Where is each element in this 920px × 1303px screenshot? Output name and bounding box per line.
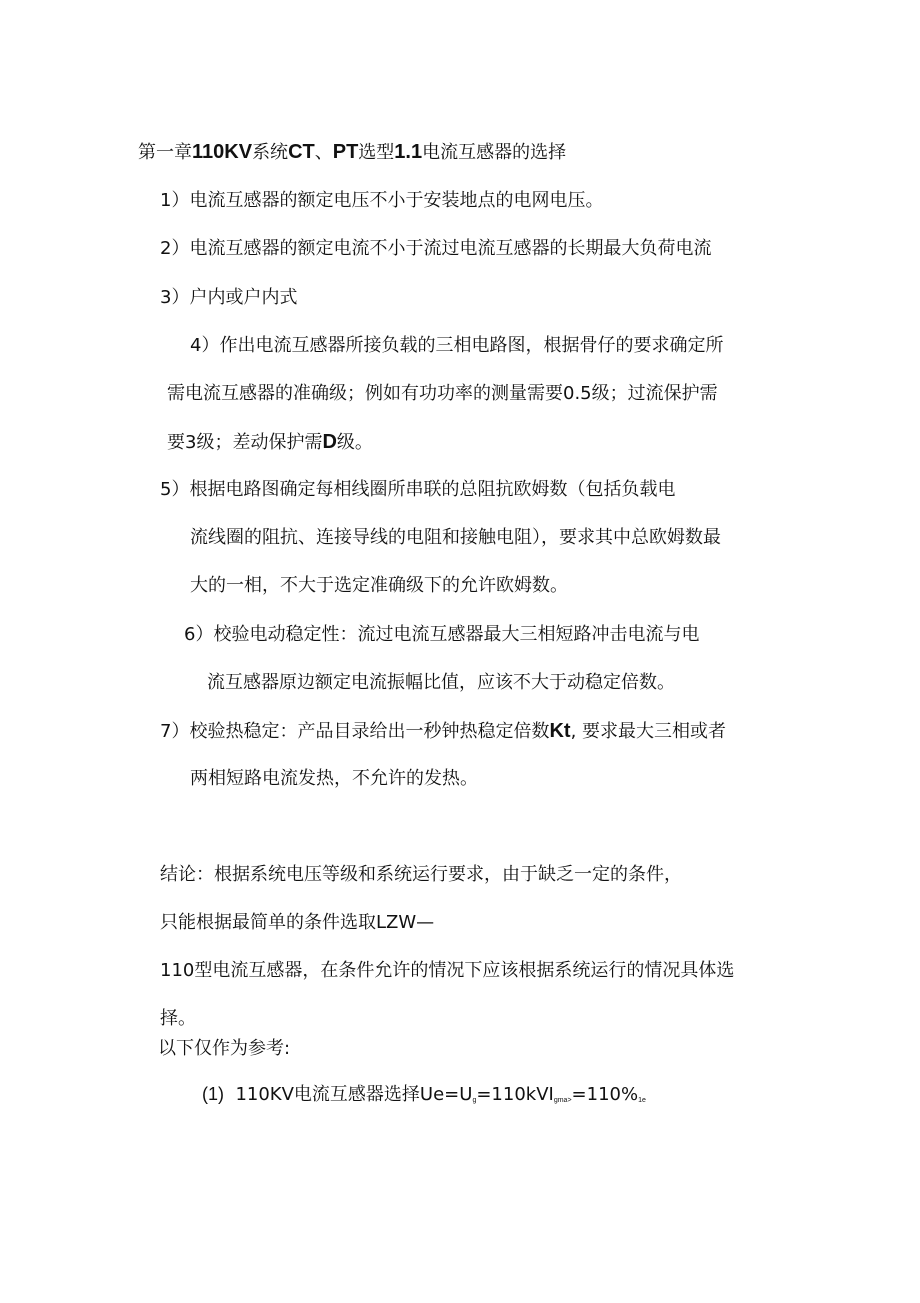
heading-part: 选型 <box>358 142 395 163</box>
formula-text: =110% <box>571 1084 639 1105</box>
conclusion-line-3: 110型电流互感器，在条件允许的情况下应该根据系统运行的情况具体选 <box>160 960 735 981</box>
heading-part: 第一章 <box>138 142 192 163</box>
heading <box>138 140 566 165</box>
item-7-line-1 <box>160 719 726 744</box>
item-6-line-2: 流互感器原边额定电流振幅比值，应该不大于动稳定倍数。 <box>207 672 675 693</box>
item-5-line-2: 流线圈的阻抗、连接导线的电阻和接触电阻），要求其中总欧姆数最 <box>190 527 721 548</box>
item-7-bold: Kt <box>549 720 571 742</box>
item-5-line-1: 5）根据电路图确定每相线圈所串联的总阻抗欧姆数（包括负载电 <box>160 479 676 500</box>
item-4-text: 要3级；差动保护需 <box>167 432 323 453</box>
item-2: 2）电流互感器的额定电流不小于流过电流互感器的长期最大负荷电流 <box>160 238 712 259</box>
item-1: 1）电流互感器的额定电压不小于安装地点的电网电压。 <box>160 190 604 211</box>
item-7-text: 7）校验热稳定：产品目录给出一秒钟热稳定倍数 <box>160 721 550 742</box>
formula-text: =110kVI <box>476 1084 554 1105</box>
heading-part: PT <box>332 141 359 163</box>
formula-subscript: gma> <box>553 1097 572 1104</box>
item-4-bold: D <box>322 431 337 453</box>
conclusion-line-4: 择。 <box>160 1008 196 1029</box>
item-3: 3）户内或户内式 <box>160 287 298 308</box>
heading-part: CT <box>288 141 315 163</box>
heading-part: 110KV <box>192 141 253 163</box>
formula-number: (1) <box>202 1084 224 1104</box>
formula-text: 110KV电流互感器选择Ue=U <box>235 1084 473 1105</box>
item-5-line-3: 大的一相，不大于选定准确级下的允许欧姆数。 <box>190 575 568 596</box>
conclusion-line-2: 只能根据最简单的条件选取LZW— <box>160 912 435 933</box>
item-4-text: 级。 <box>336 432 373 453</box>
formula <box>202 1082 646 1113</box>
formula-subscript: 1e <box>638 1097 646 1104</box>
heading-part: 、 <box>314 142 333 163</box>
item-6-line-1: 6）校验电动稳定性：流过电流互感器最大三相短路冲击电流与电 <box>184 624 700 645</box>
heading-part: 系统 <box>252 142 289 163</box>
item-7-line-2: 两相短路电流发热，不允许的发热。 <box>190 768 478 789</box>
item-7-text: , 要求最大三相或者 <box>570 721 727 742</box>
formula-subscript: g <box>472 1097 477 1104</box>
heading-part: 1.1 <box>394 141 423 163</box>
conclusion-line-1: 结论：根据系统电压等级和系统运行要求，由于缺乏一定的条件， <box>160 864 682 885</box>
item-4-line-3 <box>167 430 373 455</box>
heading-part: 电流互感器的选择 <box>422 142 567 163</box>
conclusion-line-5: 以下仅作为参考: <box>158 1038 291 1059</box>
item-4-line-2: 需电流互感器的准确级；例如有功功率的测量需要0.5级；过流保护需 <box>167 383 718 404</box>
item-4-line-1: 4）作出电流互感器所接负载的三相电路图，根据骨仔的要求确定所 <box>190 335 724 356</box>
